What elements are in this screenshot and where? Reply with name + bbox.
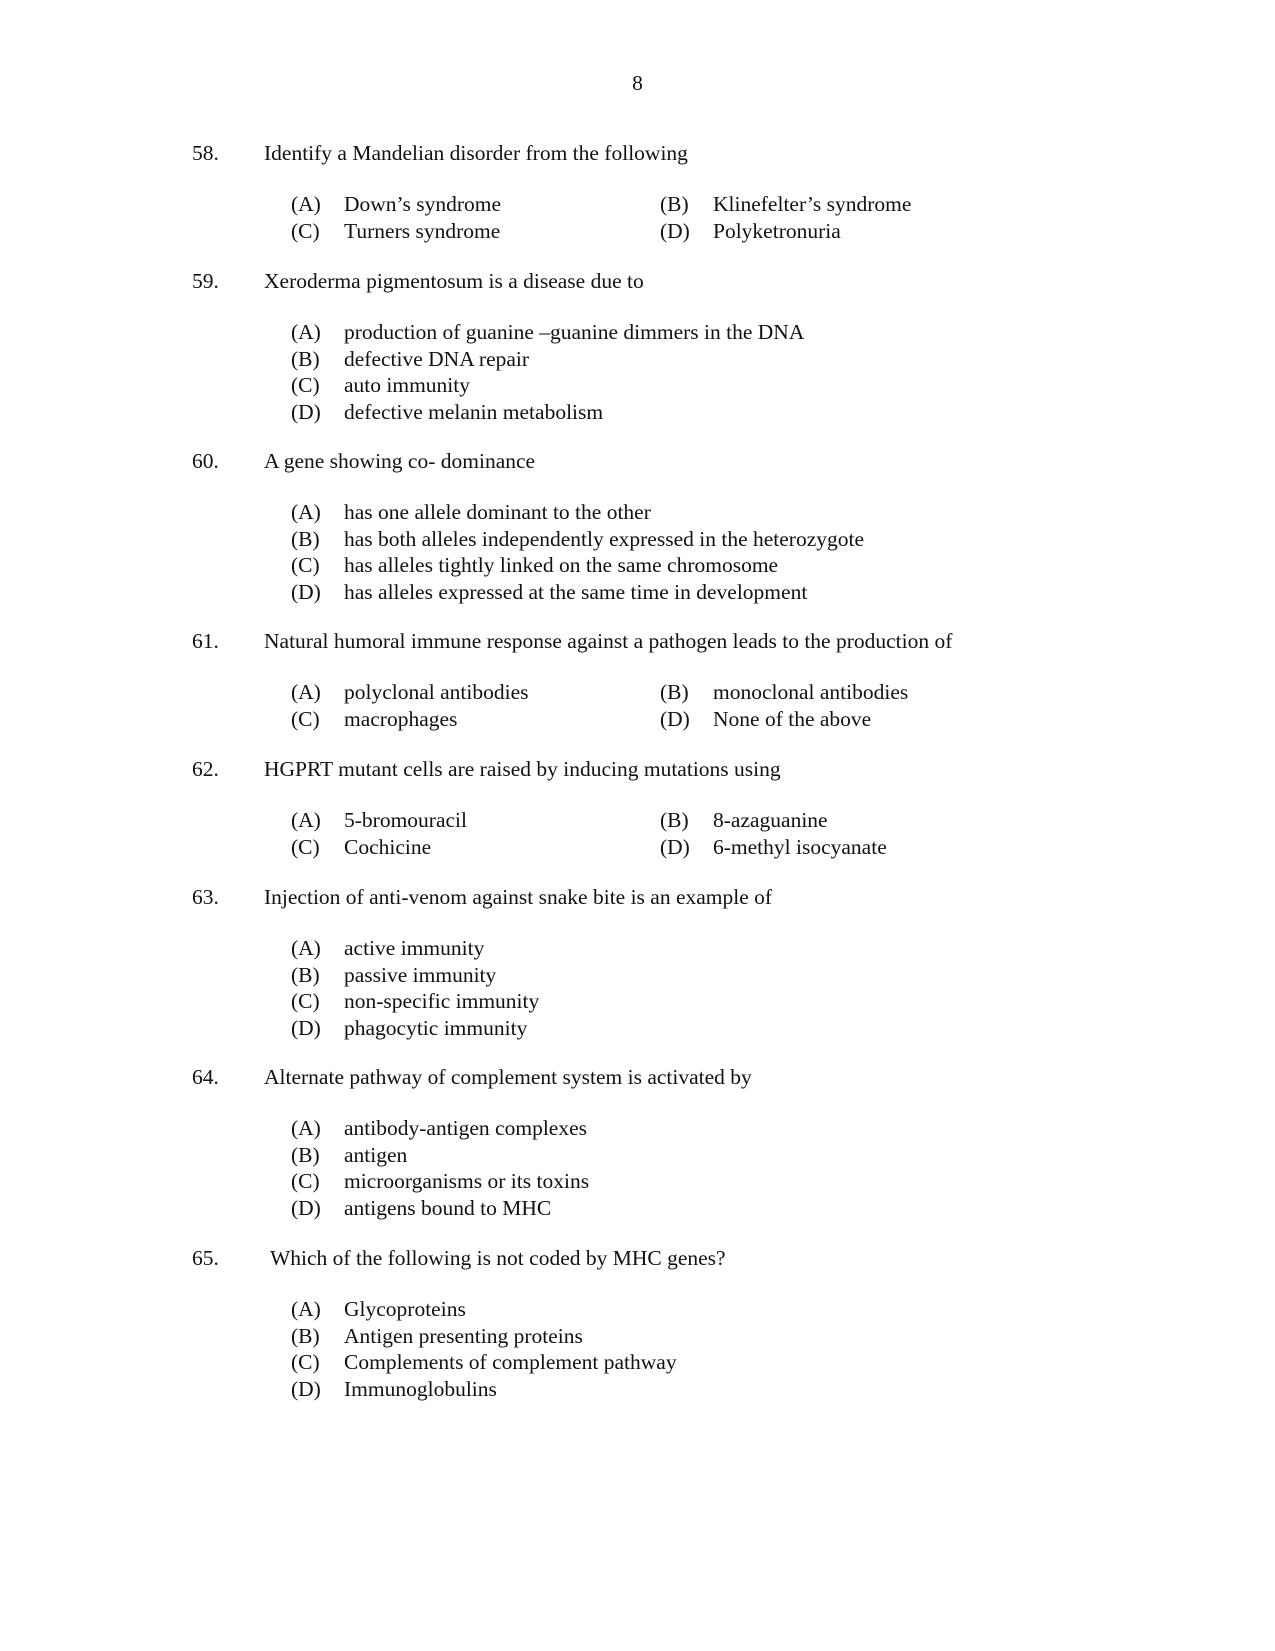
option-text: Complements of complement pathway — [344, 1350, 677, 1374]
option-label: (C) — [291, 989, 320, 1013]
option-label: (B) — [660, 192, 689, 216]
option-text: None of the above — [713, 706, 872, 731]
option-label: (D) — [291, 399, 321, 424]
question-stem — [192, 140, 1192, 166]
option-text: phagocytic immunity — [344, 1015, 528, 1040]
question-58 — [192, 140, 1192, 244]
page-number: 8 — [632, 71, 643, 95]
option-label: (C) — [291, 1169, 320, 1193]
question-number: 64. — [192, 1065, 219, 1089]
question-text: HGPRT mutant cells are raised by inducing mutations using — [264, 757, 781, 781]
question-text: Alternate pathway of complement system is activated by — [264, 1065, 752, 1089]
option-label: (B) — [291, 526, 320, 551]
option-text: active immunity — [344, 936, 485, 960]
question-text: Xeroderma pigmentosum is a disease due to — [264, 269, 644, 293]
option-label: (C) — [291, 834, 320, 859]
option-text: antibody-antigen complexes — [344, 1116, 587, 1140]
option-text: 5-bromouracil — [344, 808, 467, 832]
options — [192, 679, 1192, 732]
question-stem — [192, 448, 1192, 474]
option-label: (C) — [291, 1350, 320, 1374]
option-label: (A) — [291, 320, 321, 344]
option-text: production of guanine –guanine dimmers in the DNA — [344, 320, 805, 344]
option-text: Antigen presenting proteins — [344, 1323, 583, 1348]
options — [192, 1296, 1192, 1402]
option-label: (A) — [291, 808, 321, 832]
question-stem — [192, 268, 1192, 294]
question-text: Natural humoral immune response against a pathogen leads to the production of — [264, 629, 953, 653]
option-label: (D) — [291, 1376, 321, 1401]
option-text: defective DNA repair — [344, 346, 530, 371]
question-63 — [192, 884, 1192, 1041]
option-text: non-specific immunity — [344, 989, 540, 1013]
options — [192, 807, 1192, 860]
question-61 — [192, 628, 1192, 732]
question-number: 62. — [192, 757, 219, 781]
option-label: (A) — [291, 1116, 321, 1140]
question-text: Which of the following is not coded by MHC genes? — [270, 1246, 726, 1270]
option-text: Immunoglobulins — [344, 1376, 497, 1401]
question-number: 65. — [192, 1246, 219, 1270]
option-text: auto immunity — [344, 373, 471, 397]
option-label: (B) — [291, 1323, 320, 1348]
option-label: (A) — [291, 936, 321, 960]
options — [192, 935, 1192, 1041]
option-label: (D) — [660, 834, 690, 859]
options — [192, 499, 1192, 605]
question-stem — [192, 1064, 1192, 1090]
option-label: (B) — [660, 808, 689, 832]
option-text: antigen — [344, 1142, 408, 1167]
question-stem — [192, 628, 1192, 654]
option-text: macrophages — [344, 706, 458, 731]
option-label: (A) — [291, 1297, 321, 1321]
question-65 — [192, 1245, 1192, 1402]
option-text: has one allele dominant to the other — [344, 500, 651, 524]
option-label: (C) — [291, 706, 320, 731]
option-label: (B) — [291, 962, 320, 987]
option-text: has alleles tightly linked on the same chromosome — [344, 553, 779, 577]
question-number: 59. — [192, 269, 219, 293]
option-text: has alleles expressed at the same time in development — [344, 579, 808, 604]
option-label: (B) — [291, 1142, 320, 1167]
option-text: passive immunity — [344, 962, 497, 987]
question-number: 61. — [192, 629, 219, 653]
option-text: 8-azaguanine — [713, 808, 828, 832]
option-label: (B) — [660, 680, 689, 704]
question-64 — [192, 1064, 1192, 1221]
option-label: (C) — [291, 373, 320, 397]
option-text: defective melanin metabolism — [344, 399, 604, 424]
option-label: (D) — [660, 706, 690, 731]
option-text: Cochicine — [344, 834, 432, 859]
option-label: (A) — [291, 192, 321, 216]
option-label: (B) — [291, 346, 320, 371]
options — [192, 1115, 1192, 1221]
option-text: Polyketronuria — [713, 218, 841, 243]
option-label: (D) — [291, 1195, 321, 1220]
option-label: (D) — [660, 218, 690, 243]
option-text: 6-methyl isocyanate — [713, 834, 887, 859]
option-text: polyclonal antibodies — [344, 680, 529, 704]
question-number: 63. — [192, 885, 219, 909]
option-label: (A) — [291, 680, 321, 704]
option-label: (A) — [291, 500, 321, 524]
question-number: 60. — [192, 449, 219, 473]
question-number: 58. — [192, 141, 219, 165]
option-text: Glycoproteins — [344, 1297, 466, 1321]
option-text: has both alleles independently expressed in the heterozygote — [344, 526, 865, 551]
question-stem — [192, 1245, 1192, 1271]
options — [192, 191, 1192, 244]
question-62 — [192, 756, 1192, 860]
option-text: Down’s syndrome — [344, 192, 502, 216]
option-text: Turners syndrome — [344, 218, 501, 243]
question-stem — [192, 884, 1192, 910]
option-label: (C) — [291, 218, 320, 243]
question-59 — [192, 268, 1192, 425]
question-text: Identify a Mandelian disorder from the following — [264, 141, 688, 165]
option-label: (D) — [291, 1015, 321, 1040]
option-text: monoclonal antibodies — [713, 680, 909, 704]
options — [192, 319, 1192, 425]
option-text: Klinefelter’s syndrome — [713, 192, 912, 216]
question-stem — [192, 756, 1192, 782]
option-text: antigens bound to MHC — [344, 1195, 552, 1220]
question-text: A gene showing co- dominance — [264, 449, 536, 473]
question-text: Injection of anti-venom against snake bite is an example of — [264, 885, 773, 909]
option-label: (C) — [291, 553, 320, 577]
option-label: (D) — [291, 579, 321, 604]
option-text: microorganisms or its toxins — [344, 1169, 590, 1193]
question-60 — [192, 448, 1192, 605]
